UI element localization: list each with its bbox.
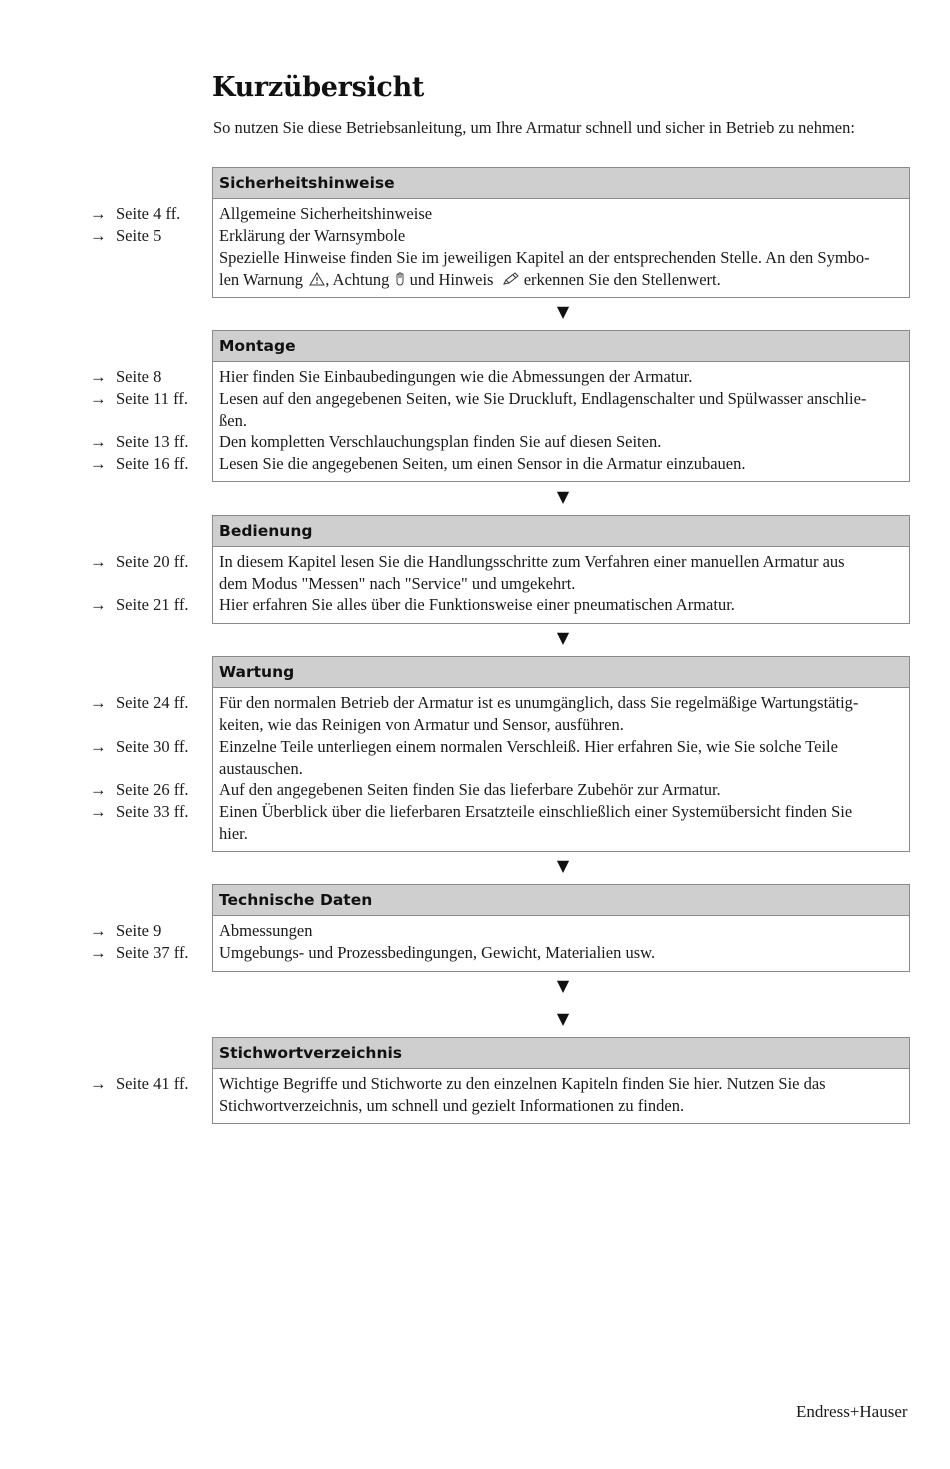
list-item [0,801,950,823]
list-item [0,203,950,225]
down-arrow-icon: ▼ [556,487,570,506]
section-heading-stichwortverzeichnis: Stichwortverzeichnis [212,1037,910,1069]
item-text: keiten, wie das Reinigen von Armatur und Sensor, ausführen. [219,715,624,734]
arrow-right-icon: → [90,802,107,821]
list-item [0,366,950,388]
list-item [0,551,950,573]
arrow-right-icon: → [90,693,107,712]
item-text: Auf den angegebenen Seiten finden Sie das lieferbare Zubehör zur Armatur. [219,780,721,799]
arrow-right-icon: → [90,367,107,386]
page-reference[interactable]: → Seite 41 ff. [90,1074,189,1093]
list-item [0,410,950,432]
section-heading-montage: Montage [212,330,910,362]
down-arrow-icon: ▼ [556,856,570,875]
down-arrow-icon: ▼ [556,302,570,321]
page-title: Kurzübersicht [212,72,425,103]
section-heading-technische-daten: Technische Daten [212,884,910,916]
list-item [0,431,950,453]
page-reference[interactable]: → Seite 8 [90,367,162,386]
arrow-right-icon: → [90,204,107,223]
section-heading-wartung: Wartung [212,656,910,688]
page-reference[interactable]: → Seite 21 ff. [90,595,189,614]
arrow-right-icon: → [90,226,107,245]
arrow-right-icon: → [90,595,107,614]
item-text: Für den normalen Betrieb der Armatur ist es unumgänglich, dass Sie regelmäßige Wartungstätig- [219,693,859,712]
list-item [0,736,950,758]
list-item [0,920,950,942]
down-arrow-icon: ▼ [556,976,570,995]
down-arrow-icon: ▼ [556,628,570,647]
intro-text: So nutzen Sie diese Betriebsanleitung, um Ihre Armatur schnell und sicher in Betrieb zu nehmen: [213,118,855,137]
item-text: Erklärung der Warnsymbole [219,226,406,245]
item-text: Hier erfahren Sie alles über die Funktionsweise einer pneumatischen Armatur. [219,595,735,614]
page-reference[interactable]: → Seite 5 [90,226,162,245]
item-text: Abmessungen [219,921,313,940]
page-reference[interactable]: → Seite 37 ff. [90,943,189,962]
list-item [0,594,950,616]
item-text: Stichwortverzeichnis, um schnell und gezielt Informationen zu finden. [219,1096,685,1115]
item-text: Den kompletten Verschlauchungsplan finden Sie auf diesen Seiten. [219,432,662,451]
arrow-right-icon: → [90,921,107,940]
arrow-right-icon: → [90,389,107,408]
item-text: Lesen auf den angegebenen Seiten, wie Sie Druckluft, Endlagenschalter und Spülwasser anschlie- [219,389,867,408]
page-reference[interactable]: → Seite 11 ff. [90,389,188,408]
list-item [0,388,950,410]
list-item [0,942,950,964]
list-item [0,1095,950,1117]
caution-hand-icon [395,272,405,286]
arrow-right-icon: → [90,454,107,473]
warning-triangle-icon [309,272,325,286]
page-reference[interactable]: → Seite 9 [90,921,162,940]
list-item [0,269,950,291]
item-text: Lesen Sie die angegebenen Seiten, um einen Sensor in die Armatur einzubauen. [219,454,746,473]
item-text: len Warnung , Achtung und Hinweis erkennen Sie den Stellenwert. [219,270,721,289]
page-reference[interactable]: → Seite 30 ff. [90,737,189,756]
list-item [0,573,950,595]
item-text: Umgebungs- und Prozessbedingungen, Gewicht, Materialien usw. [219,943,656,962]
list-item [0,714,950,736]
section-heading-sicherheitshinweise: Sicherheitshinweise [212,167,910,199]
list-item [0,247,950,269]
list-item [0,225,950,247]
section-heading-bedienung: Bedienung [212,515,910,547]
item-text: austauschen. [219,759,303,778]
page-reference[interactable]: → Seite 16 ff. [90,454,189,473]
page-reference[interactable]: → Seite 4 ff. [90,204,181,223]
arrow-right-icon: → [90,552,107,571]
arrow-right-icon: → [90,432,107,451]
item-text: ßen. [219,411,247,430]
page-reference[interactable]: → Seite 13 ff. [90,432,189,451]
list-item [0,1073,950,1095]
item-text: Hier finden Sie Einbaubedingungen wie die Abmessungen der Armatur. [219,367,693,386]
footer-brand: Endress+Hauser [796,1402,908,1421]
list-item [0,453,950,475]
item-text: In diesem Kapitel lesen Sie die Handlungsschritte zum Verfahren einer manuellen Armatur aus [219,552,845,571]
item-text: hier. [219,824,248,843]
item-text: Spezielle Hinweise finden Sie im jeweiligen Kapitel an der entsprechenden Stelle. An den Symbo- [219,248,870,267]
arrow-right-icon: → [90,780,107,799]
arrow-right-icon: → [90,943,107,962]
page-reference[interactable]: → Seite 20 ff. [90,552,189,571]
list-item [0,758,950,780]
page-reference[interactable]: → Seite 24 ff. [90,693,189,712]
page-reference[interactable]: → Seite 26 ff. [90,780,189,799]
page-reference[interactable]: → Seite 33 ff. [90,802,189,821]
item-text: Wichtige Begriffe und Stichworte zu den einzelnen Kapiteln finden Sie hier. Nutzen Sie das [219,1074,826,1093]
item-text: Allgemeine Sicherheitshinweise [219,204,433,223]
down-arrow-icon: ▼ [556,1009,570,1028]
arrow-right-icon: → [90,737,107,756]
item-text: dem Modus "Messen" nach "Service" und umgekehrt. [219,574,576,593]
item-text: Einzelne Teile unterliegen einem normalen Verschleiß. Hier erfahren Sie, wie Sie solche Teile [219,737,838,756]
list-item [0,779,950,801]
item-text: Einen Überblick über die lieferbaren Ersatzteile einschließlich einer Systemübersicht finden Sie [219,802,853,821]
pencil-note-icon [502,272,520,286]
list-item [0,692,950,714]
arrow-right-icon: → [90,1074,107,1093]
list-item [0,823,950,845]
